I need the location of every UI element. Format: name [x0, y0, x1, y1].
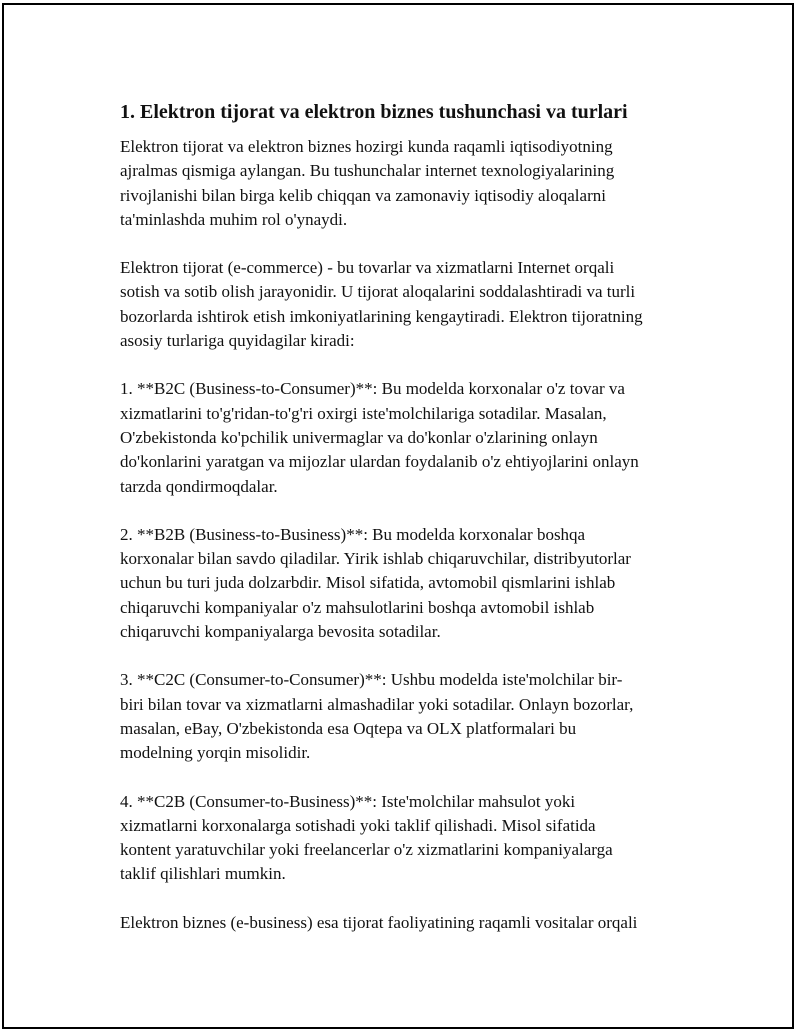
document-page: [2, 3, 794, 1029]
section-heading: 1. Elektron tijorat va elektron biznes tushunchasi va turlari: [120, 101, 628, 123]
paragraph-c2c: [120, 668, 700, 765]
paragraph-b2c: [120, 377, 700, 498]
paragraph-intro: [120, 135, 700, 232]
text-line: ta'minlashda muhim rol o'ynaydi.: [120, 209, 348, 229]
paragraph-c2b: [120, 790, 700, 887]
text-line: xizmatlarni korxonalarga sotishadi yoki taklif qilishadi. Misol sifatida: [120, 815, 596, 835]
text-line: kontent yaratuvchilar yoki freelancerlar o'z xizmatlarini kompaniyalarga: [120, 840, 613, 860]
text-line: Elektron tijorat va elektron biznes hozirgi kunda raqamli iqtisodiyotning: [120, 137, 613, 156]
text-line: Elektron tijorat (e-commerce) - bu tovarlar va xizmatlarni Internet orqali: [120, 258, 615, 278]
text-line: masalan, eBay, O'zbekistonda esa Oqtepa va OLX platformalari bu: [120, 718, 577, 738]
text-line: chiqaruvchi kompaniyalar o'z mahsulotlarini boshqa avtomobil ishlab: [120, 597, 595, 617]
text-line: sotish va sotib olish jarayonidir. U tijorat aloqalarini soddalashtiradi va turli: [120, 282, 636, 302]
text-line: Elektron biznes (e-business) esa tijorat faoliyatining raqamli vositalar orqali: [120, 912, 638, 932]
text-line: chiqaruvchi kompaniyalarga bevosita sotadilar.: [120, 622, 441, 642]
text-line: bozorlarda ishtirok etish imkoniyatlarining kengaytiradi. Elektron tijoratning: [120, 306, 643, 326]
paragraph-ecommerce: [120, 256, 700, 353]
text-line: uchun bu turi juda dolzarbdir. Misol sifatida, avtomobil qismlarini ishlab: [120, 573, 616, 593]
text-line: 3. **C2C (Consumer-to-Consumer)**: Ushbu modelda iste'molchilar bir-: [120, 670, 623, 690]
text-line: O'zbekistonda ko'pchilik univermaglar va do'konlar o'zlarining onlayn: [120, 427, 598, 447]
paragraph-b2b: [120, 523, 700, 644]
text-line: biri bilan tovar va xizmatlarni almashadilar yoki sotadilar. Onlayn bozorlar,: [120, 694, 634, 714]
text-line: 2. **B2B (Business-to-Business)**: Bu modelda korxonalar boshqa: [120, 524, 586, 544]
text-line: modelning yorqin misolidir.: [120, 743, 311, 763]
text-line: rivojlanishi bilan birga kelib chiqqan va zamonaviy iqtisodiy aloqalarni: [120, 185, 606, 205]
text-line: asosiy turlariga quyidagilar kiradi:: [120, 331, 355, 351]
text-line: tarzda qondirmoqdalar.: [120, 476, 278, 496]
document-content: [120, 99, 700, 959]
text-line: korxonalar bilan savdo qiladilar. Yirik ishlab chiqaruvchilar, distribyutorlar: [120, 549, 631, 569]
text-line: do'konlarini yaratgan va mijozlar ulardan foydalanib o'z ehtiyojlarini onlayn: [120, 452, 639, 472]
paragraph-ebusiness: [120, 911, 700, 935]
text-line: 4. **C2B (Consumer-to-Business)**: Iste'molchilar mahsulot yoki: [120, 791, 576, 811]
text-line: taklif qilishlari mumkin.: [120, 864, 286, 884]
text-line: xizmatlarini to'g'ridan-to'g'ri oxirgi iste'molchilariga sotadilar. Masalan,: [120, 403, 607, 423]
text-line: ajralmas qismiga aylangan. Bu tushunchalar internet texnologiyalarining: [120, 161, 615, 181]
text-line: 1. **B2C (Business-to-Consumer)**: Bu modelda korxonalar o'z tovar va: [120, 379, 625, 399]
